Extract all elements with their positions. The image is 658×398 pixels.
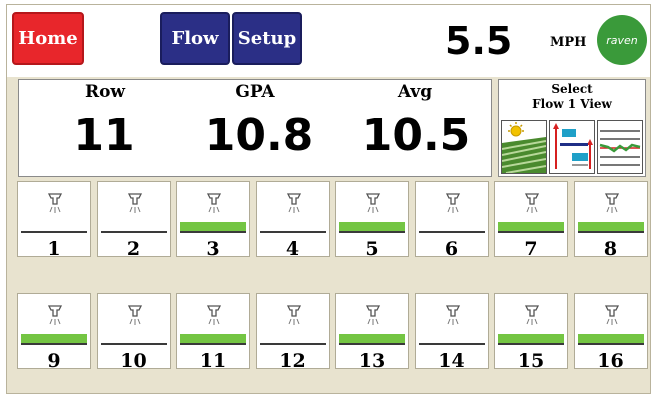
flow-bar [578,222,644,231]
flow-baseline [578,343,644,345]
row-tile[interactable] [415,181,489,260]
flow-button[interactable]: Flow [160,12,230,65]
nozzle-icon [365,304,381,326]
bar-graph-view-icon[interactable] [549,120,595,174]
line-graph-view-icon[interactable] [597,120,643,174]
row-number: 4 [285,238,300,260]
row-number: 9 [47,350,61,372]
flow-baseline [419,231,485,233]
row-label: Row [84,82,126,102]
flow-baseline [578,231,644,233]
row-tile[interactable] [17,181,91,260]
row-tile[interactable] [494,181,568,260]
flow-bar [339,334,405,343]
monitor-screen [6,4,651,394]
flow-baseline [101,231,167,233]
nozzle-icon [445,192,461,214]
speed-unit: MPH [550,35,587,50]
flow-bar [498,334,564,343]
row-tile[interactable] [415,293,489,372]
row-tile[interactable] [335,181,409,260]
row-tile[interactable] [97,293,171,372]
flow-baseline [339,343,405,345]
row-number: 13 [358,350,386,372]
flow-view-selector [498,79,646,177]
row-number: 12 [279,350,306,372]
header-bar [7,5,650,77]
nozzle-icon [206,304,222,326]
view-selector-title [499,82,645,112]
flow-baseline [339,231,405,233]
gpa-label: GPA [235,82,275,102]
row-tile[interactable] [335,293,409,372]
flow-summary-panel [18,79,492,177]
flow-bar [498,222,564,231]
flow-bar [180,334,246,343]
row-tile[interactable] [574,293,648,372]
row-number: 6 [444,238,459,260]
row-number: 10 [120,350,147,372]
nozzle-icon [524,304,540,326]
avg-label: Avg [397,82,433,102]
nozzle-icon [127,192,143,214]
flow-bar [578,334,644,343]
flow-baseline [260,231,326,233]
nozzle-icon [604,192,620,214]
row-tile[interactable] [176,293,250,372]
row-number: 16 [597,350,624,372]
nozzle-icon [47,192,63,214]
nozzle-icon [286,192,302,214]
row-number: 1 [47,238,61,260]
raven-logo-icon [597,15,647,65]
flow-baseline [260,343,326,345]
row-number: 15 [517,350,545,372]
field-view-icon[interactable] [501,120,547,174]
flow-baseline [419,343,485,345]
nozzle-icon [445,304,461,326]
flow-baseline [21,343,87,345]
nozzle-icon [365,192,381,214]
view-title-line2: Flow 1 View [532,97,612,111]
row-number: 11 [199,350,227,372]
gpa-value: 10.8 [204,110,314,161]
nozzle-icon [47,304,63,326]
row-number: 5 [365,238,379,260]
row-tile[interactable] [574,181,648,260]
row-number: 2 [126,238,141,260]
flow-bar [180,222,246,231]
flow-baseline [21,231,87,233]
nozzle-icon [604,304,620,326]
flow-baseline [180,343,246,345]
home-button[interactable]: Home [12,12,84,65]
nozzle-icon [524,192,540,214]
row-number: 8 [603,238,618,260]
flow-bar [21,334,87,343]
row-number: 14 [438,350,465,372]
flow-baseline [498,231,564,233]
row-number: 7 [524,238,538,260]
speed-value: 5.5 [445,19,513,63]
row-number: 3 [206,238,220,260]
flow-bar [339,222,405,231]
flow-baseline [180,231,246,233]
row-tile[interactable] [97,181,171,260]
avg-value: 10.5 [361,110,471,161]
nozzle-icon [286,304,302,326]
row-tile[interactable] [256,181,330,260]
view-title-line1: Select [551,82,593,96]
nozzle-icon [127,304,143,326]
row-tile[interactable] [494,293,568,372]
logo-text: raven [606,33,638,47]
row-tile[interactable] [256,293,330,372]
nozzle-icon [206,192,222,214]
setup-button[interactable]: Setup [232,12,302,65]
row-tile[interactable] [17,293,91,372]
flow-baseline [101,343,167,345]
row-tile[interactable] [176,181,250,260]
flow-baseline [498,343,564,345]
row-value: 11 [73,110,135,161]
